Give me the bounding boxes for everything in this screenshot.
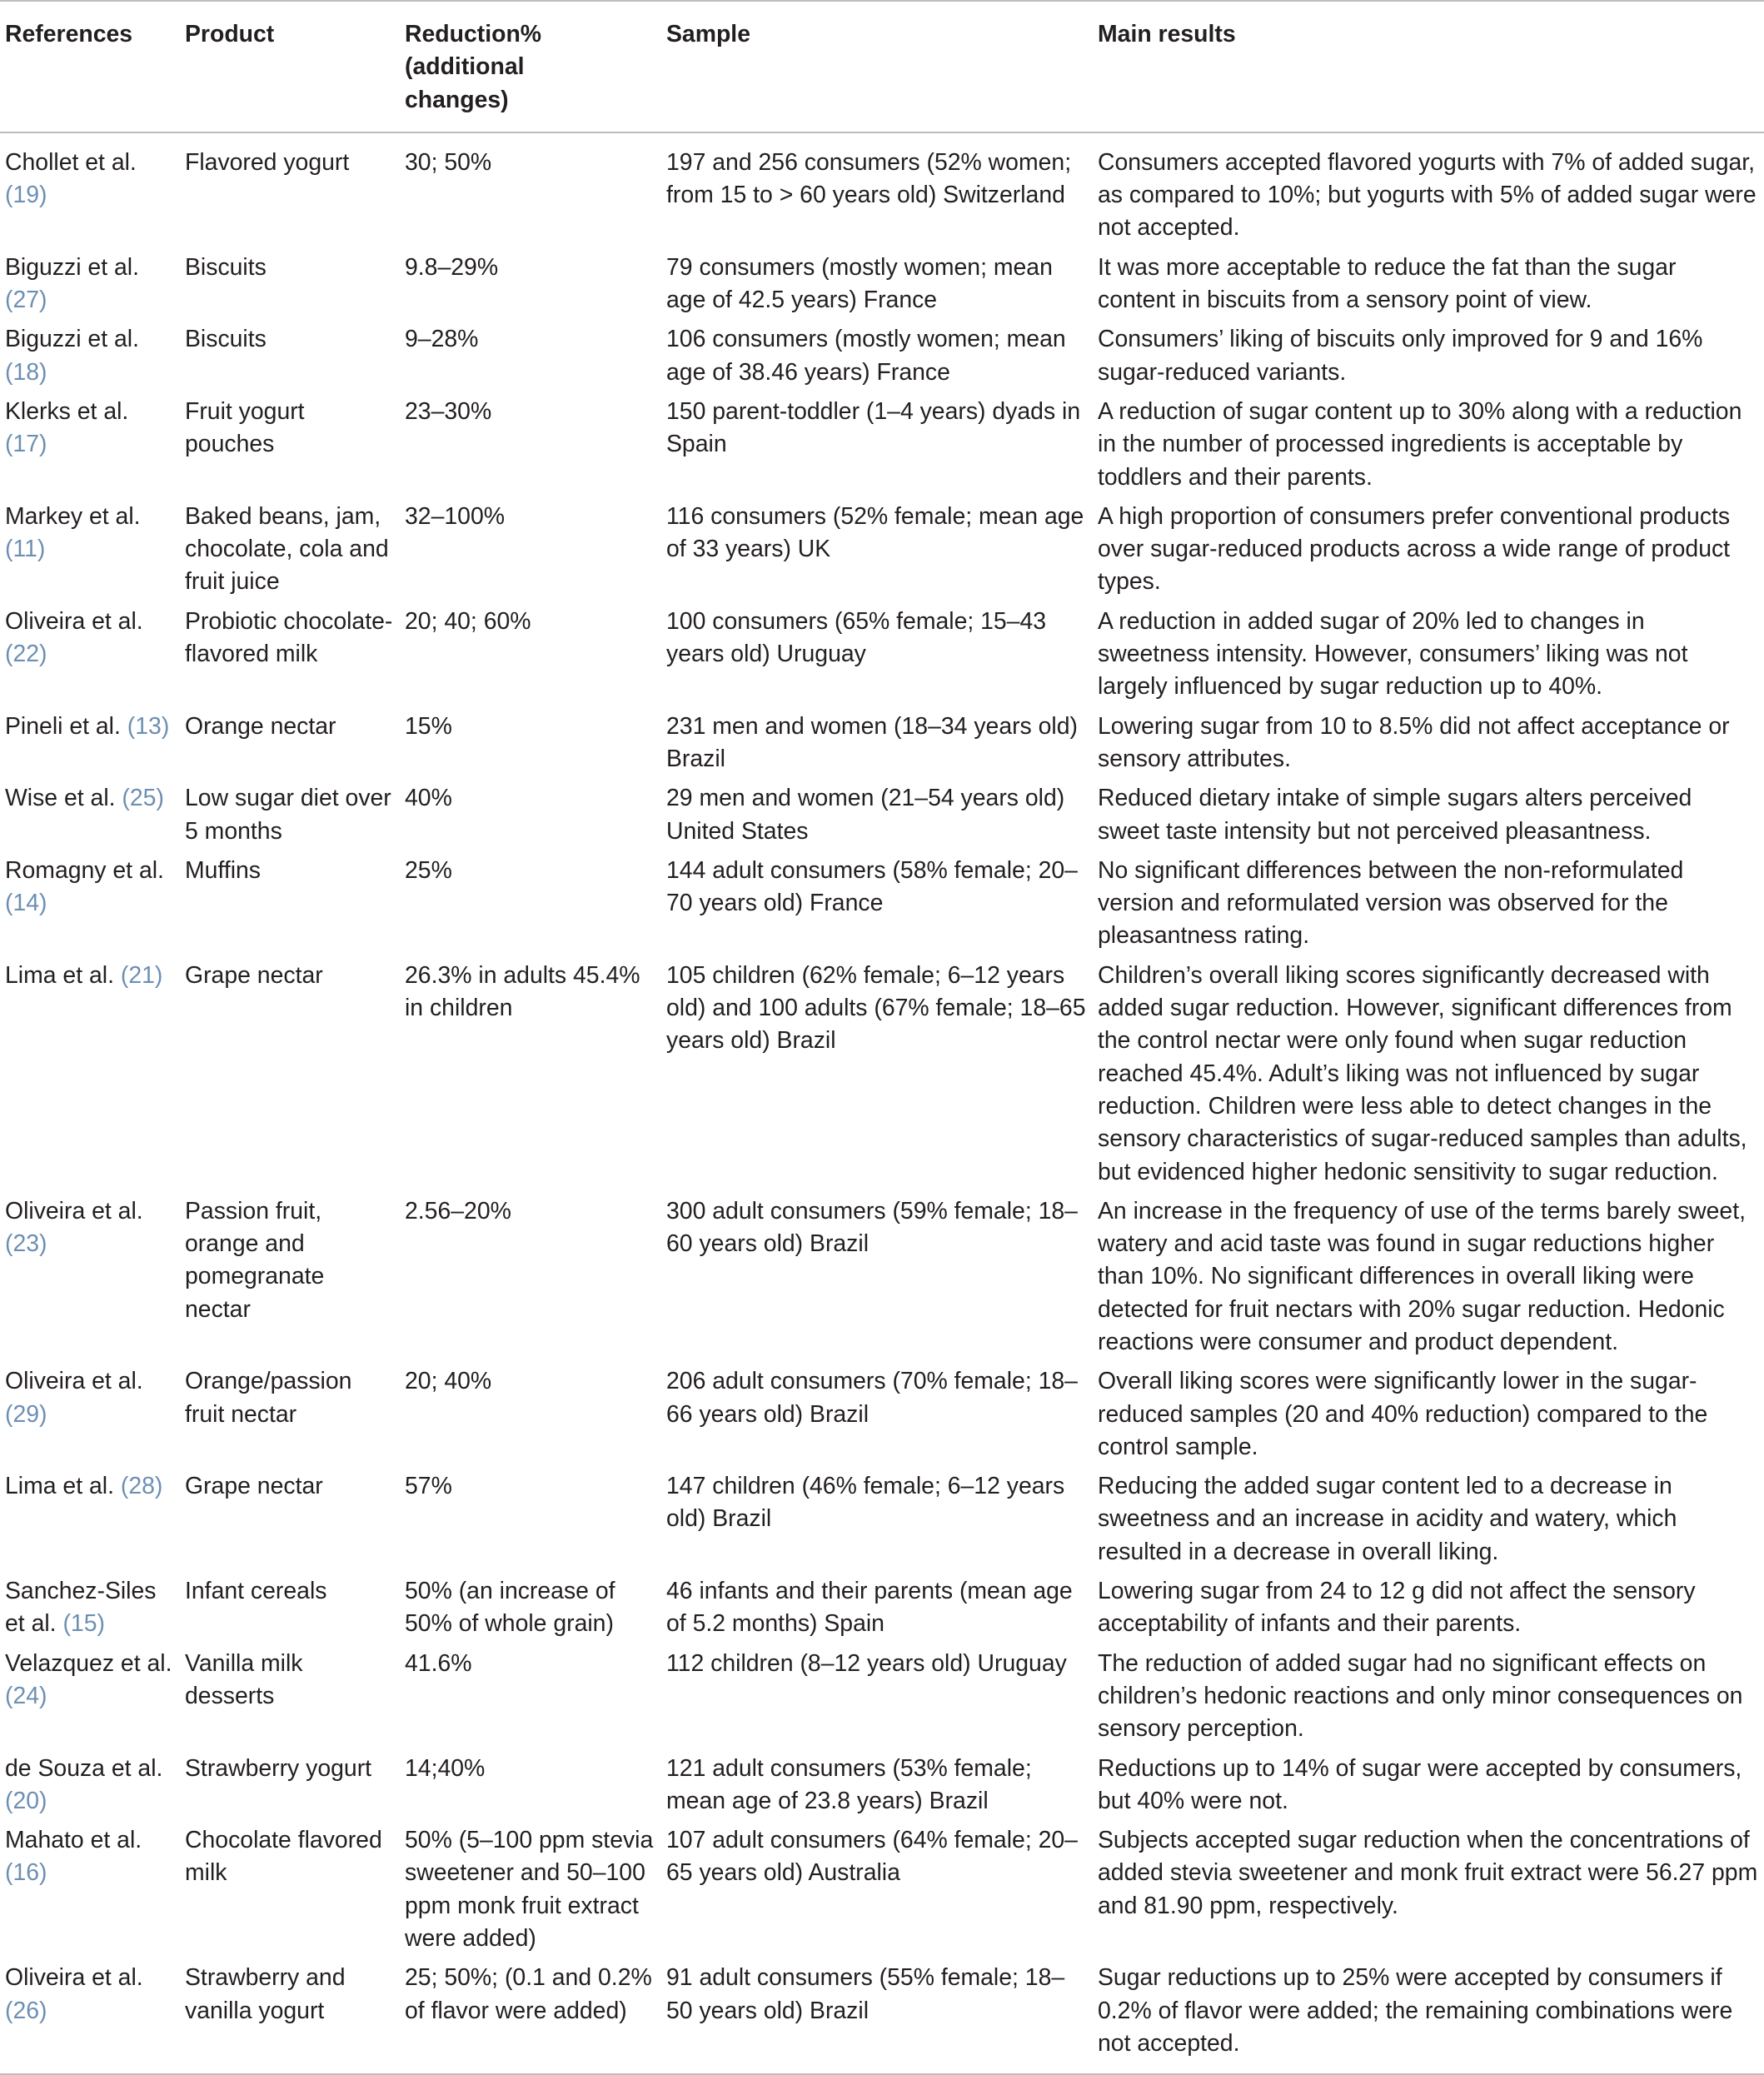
reference-citation-link[interactable]: (29) — [5, 1400, 47, 1428]
cell-sample: 105 children (62% female; 6–12 years old) and 100 adults (67% female; 18–65 years old) Brazil — [666, 961, 1086, 1055]
cell-reference — [0, 1470, 180, 1575]
cell-reference — [0, 252, 180, 324]
cell-reduction: 9.8–29% — [405, 253, 499, 281]
reference-authors: Markey et al. — [5, 502, 141, 530]
reference-citation-link[interactable]: (14) — [5, 890, 47, 917]
cell-main-results: Reduced dietary intake of simple sugars alters perceived sweet taste intensity but not perceived pleasantness. — [1098, 785, 1692, 845]
cell-main-results: A reduction in added sugar of 20% led to changes in sweetness intensity. However, consumers’ liking was not largely influenced by sugar reduction up to 40%. — [1098, 607, 1688, 701]
cell-main-results: Consumers’ liking of biscuits only improved for 9 and 16% sugar-reduced variants. — [1098, 326, 1703, 386]
cell-sample: 100 consumers (65% female; 15–43 years old) Uruguay — [666, 607, 1047, 668]
cell-main-results: Consumers accepted flavored yogurts with 7% of added sugar, as compared to 10%; but yogurts with 5% of added sugar were not accepted. — [1098, 148, 1757, 242]
table-row — [0, 960, 1764, 1195]
cell-sample: 116 consumers (52% female; mean age of 33 years) UK — [666, 502, 1084, 563]
reference-authors: Oliveira et al. — [5, 607, 143, 635]
reference-citation-link[interactable]: (13) — [127, 712, 170, 740]
cell-product: Biscuits — [185, 326, 267, 353]
table-row — [0, 1575, 1764, 1648]
cell-main-results: A high proportion of consumers prefer conventional products over sugar-reduced products across a wide range of product types. — [1098, 502, 1731, 596]
header-sample: Sample — [661, 1, 1093, 132]
table-row — [0, 323, 1764, 396]
header-product: Product — [180, 1, 400, 132]
cell-product: Chocolate flavored milk — [185, 1827, 382, 1887]
table-row — [0, 606, 1764, 711]
cell-main-results: Subjects accepted sugar reduction when the concentrations of added stevia sweetener and monk fruit extract were 56.27 ppm and 81.90 ppm, respectively. — [1098, 1827, 1758, 1919]
cell-reduction: 40% — [405, 785, 452, 812]
reference-citation-link[interactable]: (22) — [5, 641, 47, 668]
cell-reduction: 9–28% — [405, 326, 479, 353]
reference-authors: Biguzzi et al. — [5, 253, 139, 281]
cell-sample: 29 men and women (21–54 years old) United States — [666, 785, 1065, 845]
cell-reduction: 26.3% in adults 45.4% in children — [405, 961, 640, 1022]
cell-reference — [0, 711, 180, 783]
cell-main-results: An increase in the frequency of use of the terms barely sweet, watery and acid taste was found in sugar reductions higher than 10%. No significant differences in overall liking were detected for fruit nectars with 20% sugar reduction. Hedonic reactions were consumer and product dependent. — [1098, 1197, 1746, 1355]
cell-sample: 106 consumers (mostly women; mean age of 38.46 years) France — [666, 326, 1066, 386]
table-row — [0, 1195, 1764, 1365]
cell-sample: 144 adult consumers (58% female; 20–70 years old) France — [666, 856, 1078, 917]
table-body — [0, 132, 1764, 2074]
cell-reference — [0, 1753, 180, 1825]
reference-citation-link[interactable]: (15) — [62, 1610, 105, 1638]
table-header — [0, 1, 1764, 132]
cell-sample: 112 children (8–12 years old) Uruguay — [666, 1649, 1067, 1677]
cell-reduction: 23–30% — [405, 397, 492, 425]
table-row — [0, 1648, 1764, 1753]
cell-main-results: Overall liking scores were significantly lower in the sugar-reduced samples (20 and 40% reduction) compared to the control sample. — [1098, 1368, 1708, 1460]
cell-product: Probiotic chocolate-flavored milk — [185, 607, 393, 668]
cell-main-results: Reducing the added sugar content led to a decrease in sweetness and an increase in acidity and watery, which resulted in a decrease in overall liking. — [1098, 1473, 1677, 1565]
cell-product: Strawberry yogurt — [185, 1754, 372, 1782]
cell-main-results: Reductions up to 14% of sugar were accepted by consumers, but 40% were not. — [1098, 1754, 1742, 1814]
cell-product: Vanilla milk desserts — [185, 1649, 303, 1709]
cell-product: Infant cereals — [185, 1578, 327, 1605]
cell-reduction: 50% (an increase of 50% of whole grain) — [405, 1578, 615, 1638]
reference-citation-link[interactable]: (25) — [122, 785, 164, 812]
table-row — [0, 1962, 1764, 2074]
cell-sample: 231 men and women (18–34 years old) Brazil — [666, 712, 1078, 772]
cell-main-results: It was more acceptable to reduce the fat than the sugar content in biscuits from a sensory point of view. — [1098, 253, 1677, 314]
reference-citation-link[interactable]: (19) — [5, 182, 47, 209]
cell-product: Baked beans, jam, chocolate, cola and fruit juice — [185, 502, 389, 596]
header-reduction: Reduction% (additional changes) — [400, 1, 661, 132]
cell-sample: 300 adult consumers (59% female; 18–60 years old) Brazil — [666, 1197, 1078, 1258]
table-row — [0, 1753, 1764, 1825]
cell-product: Passion fruit, orange and pomegranate nectar — [185, 1197, 325, 1323]
cell-product: Flavored yogurt — [185, 148, 350, 176]
cell-reduction: 20; 40; 60% — [405, 607, 531, 635]
cell-reduction: 25; 50%; (0.1 and 0.2% of flavor were added) — [400, 1962, 661, 2074]
cell-reduction: 41.6% — [405, 1649, 472, 1677]
cell-sample: 91 adult consumers (55% female; 18–50 years old) Brazil — [661, 1962, 1093, 2074]
cell-sample: 206 adult consumers (70% female; 18–66 years old) Brazil — [666, 1368, 1078, 1428]
cell-reference — [0, 1824, 180, 1962]
cell-product: Strawberry and vanilla yogurt — [180, 1962, 400, 2074]
cell-reduction: 15% — [405, 712, 452, 740]
table-row — [0, 1824, 1764, 1962]
cell-reference — [0, 501, 180, 606]
cell-reference — [0, 323, 180, 396]
reference-authors: Oliveira et al. — [5, 1368, 143, 1395]
cell-reduction: 25% — [405, 856, 452, 884]
header-row — [0, 1, 1764, 132]
cell-sample: 46 infants and their parents (mean age of 5.2 months) Spain — [666, 1578, 1073, 1638]
reference-authors: de Souza et al. — [5, 1754, 163, 1782]
reference-authors: Sanchez-Siles et al. — [5, 1578, 157, 1638]
cell-reference — [0, 1648, 180, 1753]
cell-product: Muffins — [185, 856, 261, 884]
reference-citation-link[interactable]: (16) — [5, 1859, 47, 1887]
reference-citation-link[interactable]: (20) — [5, 1787, 47, 1814]
reference-citation-link[interactable]: (11) — [5, 536, 46, 563]
cell-product: Fruit yogurt pouches — [185, 397, 305, 458]
cell-main-results: Sugar reductions up to 25% were accepted by consumers if 0.2% of flavor were added; the remaining combinations were not accepted. — [1093, 1962, 1764, 2074]
reference-authors: Klerks et al. — [5, 397, 129, 425]
reference-authors: Pineli et al. — [5, 712, 121, 740]
reference-authors: Wise et al. — [5, 785, 116, 812]
cell-product: Grape nectar — [185, 961, 323, 989]
cell-sample: 197 and 256 consumers (52% women; from 15 to > 60 years old) Switzerland — [666, 148, 1072, 209]
table-row — [0, 1365, 1764, 1470]
reference-authors: Chollet et al. — [5, 148, 137, 176]
header-main-results: Main results — [1093, 1, 1764, 132]
cell-main-results: Children’s overall liking scores significantly decreased with added sugar reduction. However, significant differences from the control nectar were only found when sugar reduction reached 45.4%. Adult’s liking was not influenced by sugar reduction. Children were less able to detect changes in the sensory characteristics of sugar-reduced samples than adults, but evidenced higher hedonic sensitivity to sugar reduction. — [1098, 961, 1747, 1185]
cell-reference — [0, 1365, 180, 1470]
header-references: References — [0, 1, 180, 132]
reference-authors: Oliveira et al. — [5, 1197, 143, 1225]
cell-product: Orange/passion fruit nectar — [185, 1368, 352, 1428]
cell-product: Orange nectar — [185, 712, 336, 740]
reference-authors: Mahato et al. — [5, 1827, 142, 1854]
reference-authors: Romagny et al. — [5, 856, 164, 884]
cell-reference — [0, 1962, 180, 2074]
reference-authors: Velazquez et al. — [5, 1649, 172, 1677]
table-row — [0, 252, 1764, 324]
cell-sample: 107 adult consumers (64% female; 20–65 years old) Australia — [666, 1827, 1078, 1887]
cell-reduction: 32–100% — [405, 502, 505, 530]
cell-sample: 79 consumers (mostly women; mean age of 42.5 years) France — [666, 253, 1053, 314]
table-row — [0, 855, 1764, 960]
table-row — [0, 501, 1764, 606]
reference-authors: Oliveira et al. — [5, 1964, 143, 1992]
reference-citation-link[interactable]: (28) — [120, 1473, 163, 1500]
reference-citation-link[interactable]: (27) — [5, 287, 47, 314]
cell-reference — [0, 1195, 180, 1365]
cell-reduction: 2.56–20% — [405, 1197, 511, 1225]
table-row — [0, 132, 1764, 252]
cell-product: Biscuits — [185, 253, 267, 281]
cell-reduction: 20; 40% — [405, 1368, 492, 1395]
reference-authors: Biguzzi et al. — [5, 326, 139, 353]
cell-reference — [0, 855, 180, 960]
reference-authors: Lima et al. — [5, 961, 114, 989]
cell-main-results: Lowering sugar from 10 to 8.5% did not affect acceptance or sensory attributes. — [1098, 712, 1730, 772]
cell-sample: 121 adult consumers (53% female; mean age of 23.8 years) Brazil — [666, 1754, 1032, 1814]
cell-reference — [0, 1575, 180, 1648]
cell-reference — [0, 132, 180, 252]
cell-reference — [0, 606, 180, 711]
cell-reference — [0, 396, 180, 501]
cell-reference — [0, 960, 180, 1195]
cell-sample: 150 parent-toddler (1–4 years) dyads in Spain — [666, 397, 1081, 458]
cell-product: Low sugar diet over 5 months — [185, 785, 391, 845]
cell-reduction: 30; 50% — [405, 148, 492, 176]
table-row — [0, 782, 1764, 855]
reference-citation-link[interactable]: (21) — [120, 961, 163, 989]
cell-main-results: No significant differences between the non-reformulated version and reformulated version was observed for the pleasantness rating. — [1098, 856, 1684, 950]
table-row — [0, 396, 1764, 501]
cell-sample: 147 children (46% female; 6–12 years old) Brazil — [666, 1473, 1065, 1533]
reference-citation-link[interactable]: (26) — [5, 1997, 47, 2024]
reference-citation-link[interactable]: (18) — [5, 358, 47, 386]
reference-citation-link[interactable]: (23) — [5, 1230, 47, 1258]
cell-reduction: 57% — [405, 1473, 452, 1500]
reference-citation-link[interactable]: (24) — [5, 1682, 47, 1709]
cell-main-results: Lowering sugar from 24 to 12 g did not affect the sensory acceptability of infants and their parents. — [1098, 1578, 1696, 1638]
cell-reduction: 50% (5–100 ppm stevia sweetener and 50–100 ppm monk fruit extract were added) — [405, 1827, 654, 1953]
cell-product: Grape nectar — [185, 1473, 323, 1500]
reference-authors: Lima et al. — [5, 1473, 114, 1500]
table-row — [0, 1470, 1764, 1575]
cell-main-results: A reduction of sugar content up to 30% along with a reduction in the number of processed ingredients is acceptable by toddlers and their parents. — [1098, 397, 1742, 491]
cell-reduction: 14;40% — [405, 1754, 486, 1782]
cell-main-results: The reduction of added sugar had no significant effects on children’s hedonic reactions and only minor consequences on sensory perception. — [1098, 1649, 1743, 1743]
table-row — [0, 711, 1764, 783]
cell-reference — [0, 782, 180, 855]
reference-citation-link[interactable]: (17) — [5, 431, 47, 458]
